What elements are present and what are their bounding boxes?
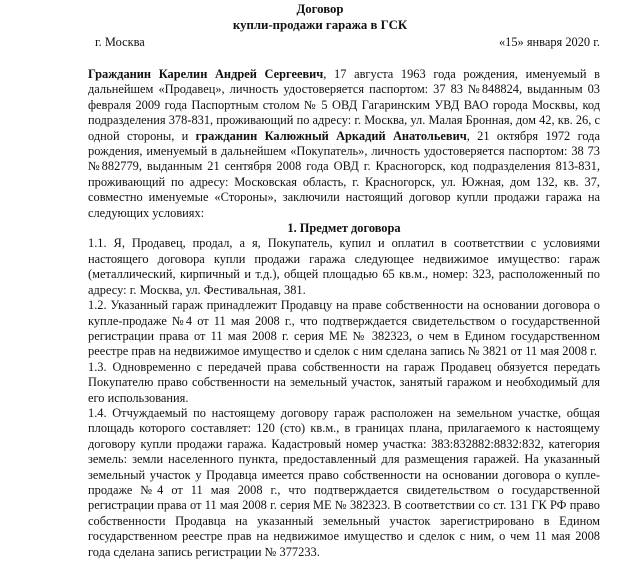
- clause-1-3: 1.3. Одновременно с передачей права собственности на гараж Продавец обязуется передать Покупателю право собственности на земельный участок, занятый гаражом и необходимый для его использования.: [88, 359, 600, 405]
- seller-name: Гражданин Карелин Андрей Сергеевич: [88, 67, 324, 81]
- document-body: [88, 67, 600, 560]
- place-date-line: [95, 35, 600, 51]
- section-1-title: 1. Предмет договора: [287, 221, 401, 236]
- document-title: Договор: [296, 2, 344, 16]
- document-subtitle: купли-продажи гаража в ГСК: [232, 18, 408, 32]
- contract-city: г. Москва: [95, 35, 145, 49]
- buyer-name: гражданин Калюжный Аркадий Анатольевич: [195, 128, 467, 143]
- clause-1-1: 1.1. Я, Продавец, продал, а я, Покупатель, купил и оплатил в соответствии с условиями настоящего договора купли продажи гаража следующее недвижимое имущество: гараж (металлический, кирпичный и т.д.), общей площадью 65 кв.м., номер: 323, расположенный по адресу: г. Москва, ул. Фестивальная, 381.: [88, 236, 600, 297]
- contract-date: «15» января 2020 г.: [498, 35, 600, 49]
- clause-1-2: 1.2. Указанный гараж принадлежит Продавцу на праве собственности на основании договора о купле-продаже №4 от 11 мая 2008 г., что подтверждается свидетельством о государственной регистрации права от 11 мая 2008 г. серия МЕ № 382323, о чем в Едином государственном реестре прав на недвижимое имущество и сделок с ним сделана запись № 3821 от 11 мая 2008 г.: [88, 298, 600, 359]
- intro-paragraph: [88, 67, 600, 221]
- buyer-details: , 21 октября 1972 года рождения, именуемый в дальнейшем «Покупатель», личность удостоверяется паспортом: 38 73 №882779, выданным 21 сентября 2008 года ОВД г. Красногорск, код подразделения 813-831, проживающий по адресу: Московская область, г. Красногорск, ул. Южная, дом 132, кв. 37, совместно именуемые «Стороны», заключили настоящий договор купли продажи гаража на следующих условиях:: [88, 128, 600, 220]
- clause-1-4: 1.4. Отчуждаемый по настоящему договору гараж расположен на земельном участке, общая площадь которого составляет: 120 (сто) кв.м., в границах плана, прилагаемого к настоящему договору купли продажи гаража. Кадастровый номер участка: 383:832882:8832:832, категория земель: земли населенного пункта, предоставленный для размещения гаражей. На указанный земельный участок у Продавца имеется право собственности на основании договора о купле-продаже №4 от 11 мая 2008 г., что подтверждается свидетельством о государственной регистрации права от 11 мая 2008 г. серия МЕ № 382323. В соответствии со ст. 131 ГК РФ право собственности Продавца на указанный земельный участок зарегистрировано в Едином государственном реестре прав на недвижимое имущество и сделок с ним, о чем 11 мая 2008 года сделана запись регистрации № 377233.: [88, 405, 600, 559]
- seller-details: , 17 августа 1963 года рождения, именуемый в дальнейшем «Продавец», личность удостоверяется паспортом: 37 83 №848824, выданным 03 февраля 2009 года Паспортным столом № 5 ОВД Гагаринским УВД ВАО города Москвы, код подразделения 378-831, проживающий по адресу: г. Москва, ул. Малая Бронная, дом 42, кв. 26, с одной стороны, и: [88, 67, 600, 143]
